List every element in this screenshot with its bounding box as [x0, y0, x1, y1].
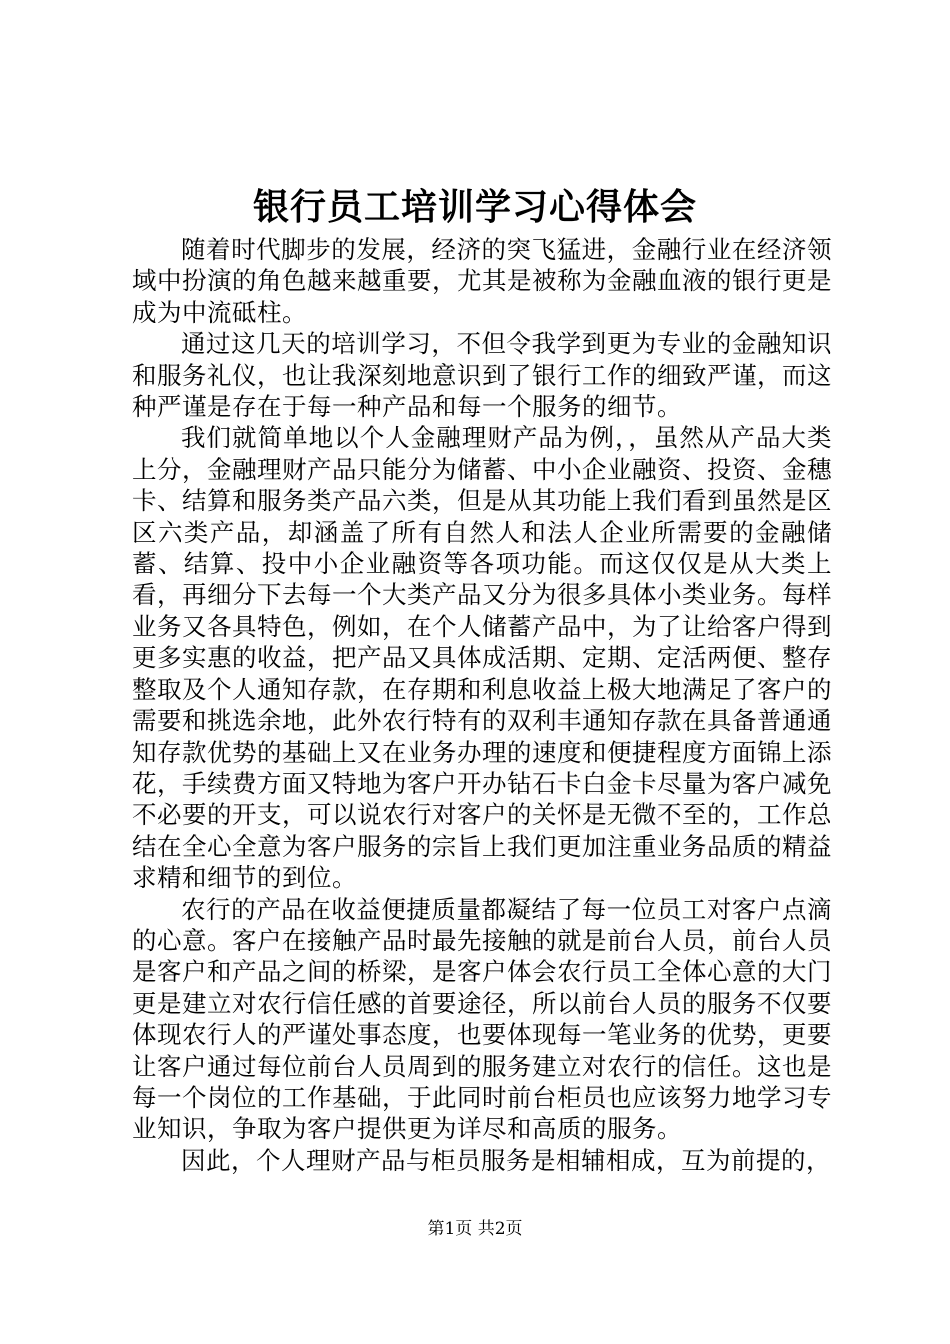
document-title: 银行员工培训学习心得体会	[252, 186, 697, 228]
paragraph-2: 通过这几天的培训学习，不但令我学到更为专业的金融知识和服务礼仪，也让我深刻地意识到了银行工作的细致严谨，而这种严谨是存在于每一种产品和每一个服务的细节。	[132, 329, 832, 422]
document-body	[132, 234, 832, 1176]
paragraph-4: 农行的产品在收益便捷质量都凝结了每一位员工对客户点滴的心意。客户在接触产品时最先接触的就是前台人员，前台人员是客户和产品之间的桥梁，是客户体会农行员工全体心意的大门更是建立对农行信任感的首要途径，所以前台人员的服务不仅要体现农行人的严谨处事态度，也要体现每一笔业务的优势，更要让客户通过每位前台人员周到的服务建立对农行的信任。这也是每一个岗位的工作基础，于此同时前台柜员也应该努力地学习专业知识，争取为客户提供更为详尽和高质的服务。	[132, 894, 832, 1144]
page-footer: 第1页 共2页	[427, 1219, 523, 1239]
paragraph-5: 因此，个人理财产品与柜员服务是相辅相成，互为前提的，	[181, 1145, 831, 1175]
paragraph-1: 随着时代脚步的发展，经济的突飞猛进，金融行业在经济领域中扮演的角色越来越重要，尤其是被称为金融血液的银行更是成为中流砥柱。	[132, 235, 832, 327]
paragraph-3: 我们就简单地以个人金融理财产品为例，，虽然从产品大类上分，金融理财产品只能分为储蓄、中小企业融资、投资、金穗卡、结算和服务类产品六类，但是从其功能上我们看到虽然是区区六类产品，却涵盖了所有自然人和法人企业所需要的金融储蓄、结算、投中小企业融资等各项功能。而这仅仅是从大类上看，再细分下去每一个大类产品又分为很多具体小类业务。每样业务又各具特色，例如，在个人储蓄产品中，为了让给客户得到更多实惠的收益，把产品又具体成活期、定期、定活两便、整存整取及个人通知存款，在存期和利息收益上极大地满足了客户的需要和挑选余地，此外农行特有的双利丰通知存款在具备普通通知存款优势的基础上又在业务办理的速度和便捷程度方面锦上添花，手续费方面又特地为客户开办钻石卡白金卡尽量为客户减免不必要的开支，可以说农行对客户的关怀是无微不至的，工作总结在全心全意为客户服务的宗旨上我们更加注重业务品质的精益求精和细节的到位。	[132, 423, 832, 893]
